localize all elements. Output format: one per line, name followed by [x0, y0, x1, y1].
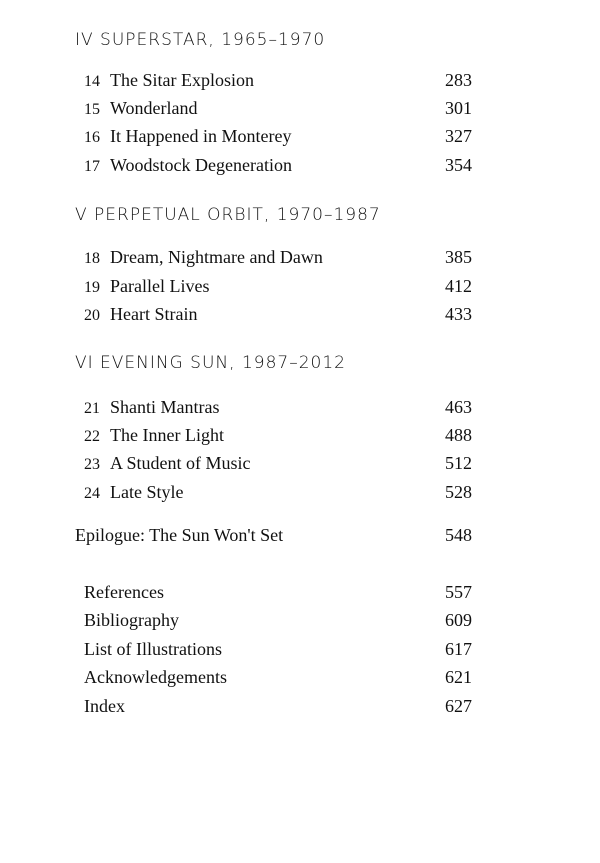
entry-title-group [84, 126, 291, 147]
chapter-number: 15 [84, 101, 100, 118]
page-number: 621 [445, 667, 472, 687]
chapter-number: 14 [84, 73, 100, 90]
chapter-title: The Inner Light [110, 425, 224, 445]
entry-title-group [84, 482, 183, 503]
page-number: 548 [445, 525, 472, 545]
entry-title-group [84, 247, 323, 268]
page-number: 463 [445, 397, 472, 417]
page-number: 433 [445, 304, 472, 324]
entry-title-group [84, 453, 251, 474]
page-number: 301 [445, 98, 472, 118]
toc-entry-backmatter [84, 639, 472, 660]
chapter-title: Woodstock Degeneration [110, 155, 292, 175]
backmatter-title: Index [84, 696, 125, 716]
chapter-number: 21 [84, 400, 100, 417]
page-number: 617 [445, 639, 472, 659]
backmatter-title: References [84, 582, 164, 602]
chapter-title: Parallel Lives [110, 276, 210, 296]
page-number: 557 [445, 582, 472, 602]
entry-title-group [84, 397, 220, 418]
page-number: 385 [445, 247, 472, 267]
toc-entry-backmatter [84, 610, 472, 631]
toc-entry [84, 425, 472, 446]
toc-entry-backmatter [84, 582, 472, 603]
toc-entry [84, 126, 472, 147]
toc-entry [84, 482, 472, 503]
page-number: 512 [445, 453, 472, 473]
chapter-title: Shanti Mantras [110, 397, 220, 417]
section-heading: V PERPETUAL ORBIT, 1970–1987 [75, 205, 381, 225]
chapter-number: 17 [84, 158, 100, 175]
toc-entry [84, 304, 472, 325]
entry-title-group [84, 276, 209, 297]
page-number: 528 [445, 482, 472, 502]
entry-title-group [84, 70, 254, 91]
section-heading: VI EVENING SUN, 1987–2012 [75, 353, 346, 373]
entry-title-group [84, 304, 197, 325]
page-number: 412 [445, 276, 472, 296]
backmatter-title: Acknowledgements [84, 667, 227, 687]
chapter-title: Heart Strain [110, 304, 198, 324]
page-number: 327 [445, 126, 472, 146]
toc-entry [84, 397, 472, 418]
chapter-title: Dream, Nightmare and Dawn [110, 247, 323, 267]
chapter-title: It Happened in Monterey [110, 126, 292, 146]
page-number: 627 [445, 696, 472, 716]
toc-entry [84, 276, 472, 297]
chapter-title: Wonderland [110, 98, 198, 118]
toc-entry [84, 155, 472, 176]
page-number: 488 [445, 425, 472, 445]
page-number: 609 [445, 610, 472, 630]
entry-title-group [84, 155, 292, 176]
chapter-number: 18 [84, 250, 100, 267]
toc-entry-backmatter [84, 667, 472, 688]
chapter-number: 24 [84, 485, 100, 502]
toc-entry-epilogue [75, 525, 472, 546]
backmatter-title: List of Illustrations [84, 639, 222, 659]
toc-entry [84, 70, 472, 91]
toc-entry [84, 247, 472, 268]
chapter-title: Late Style [110, 482, 184, 502]
chapter-title: A Student of Music [110, 453, 251, 473]
entry-title-group [84, 425, 224, 446]
epilogue-title: Epilogue: The Sun Won't Set [75, 525, 284, 545]
toc-entry [84, 453, 472, 474]
toc-entry [84, 98, 472, 119]
section-heading: IV SUPERSTAR, 1965–1970 [75, 30, 326, 50]
backmatter-title: Bibliography [84, 610, 179, 630]
chapter-number: 19 [84, 279, 100, 296]
page-number: 283 [445, 70, 472, 90]
page-number: 354 [445, 155, 472, 175]
chapter-number: 22 [84, 428, 100, 445]
chapter-number: 23 [84, 456, 100, 473]
entry-title-group [84, 98, 198, 119]
chapter-number: 20 [84, 307, 100, 324]
chapter-title: The Sitar Explosion [110, 70, 254, 90]
toc-entry-backmatter [84, 696, 472, 717]
chapter-number: 16 [84, 129, 100, 146]
